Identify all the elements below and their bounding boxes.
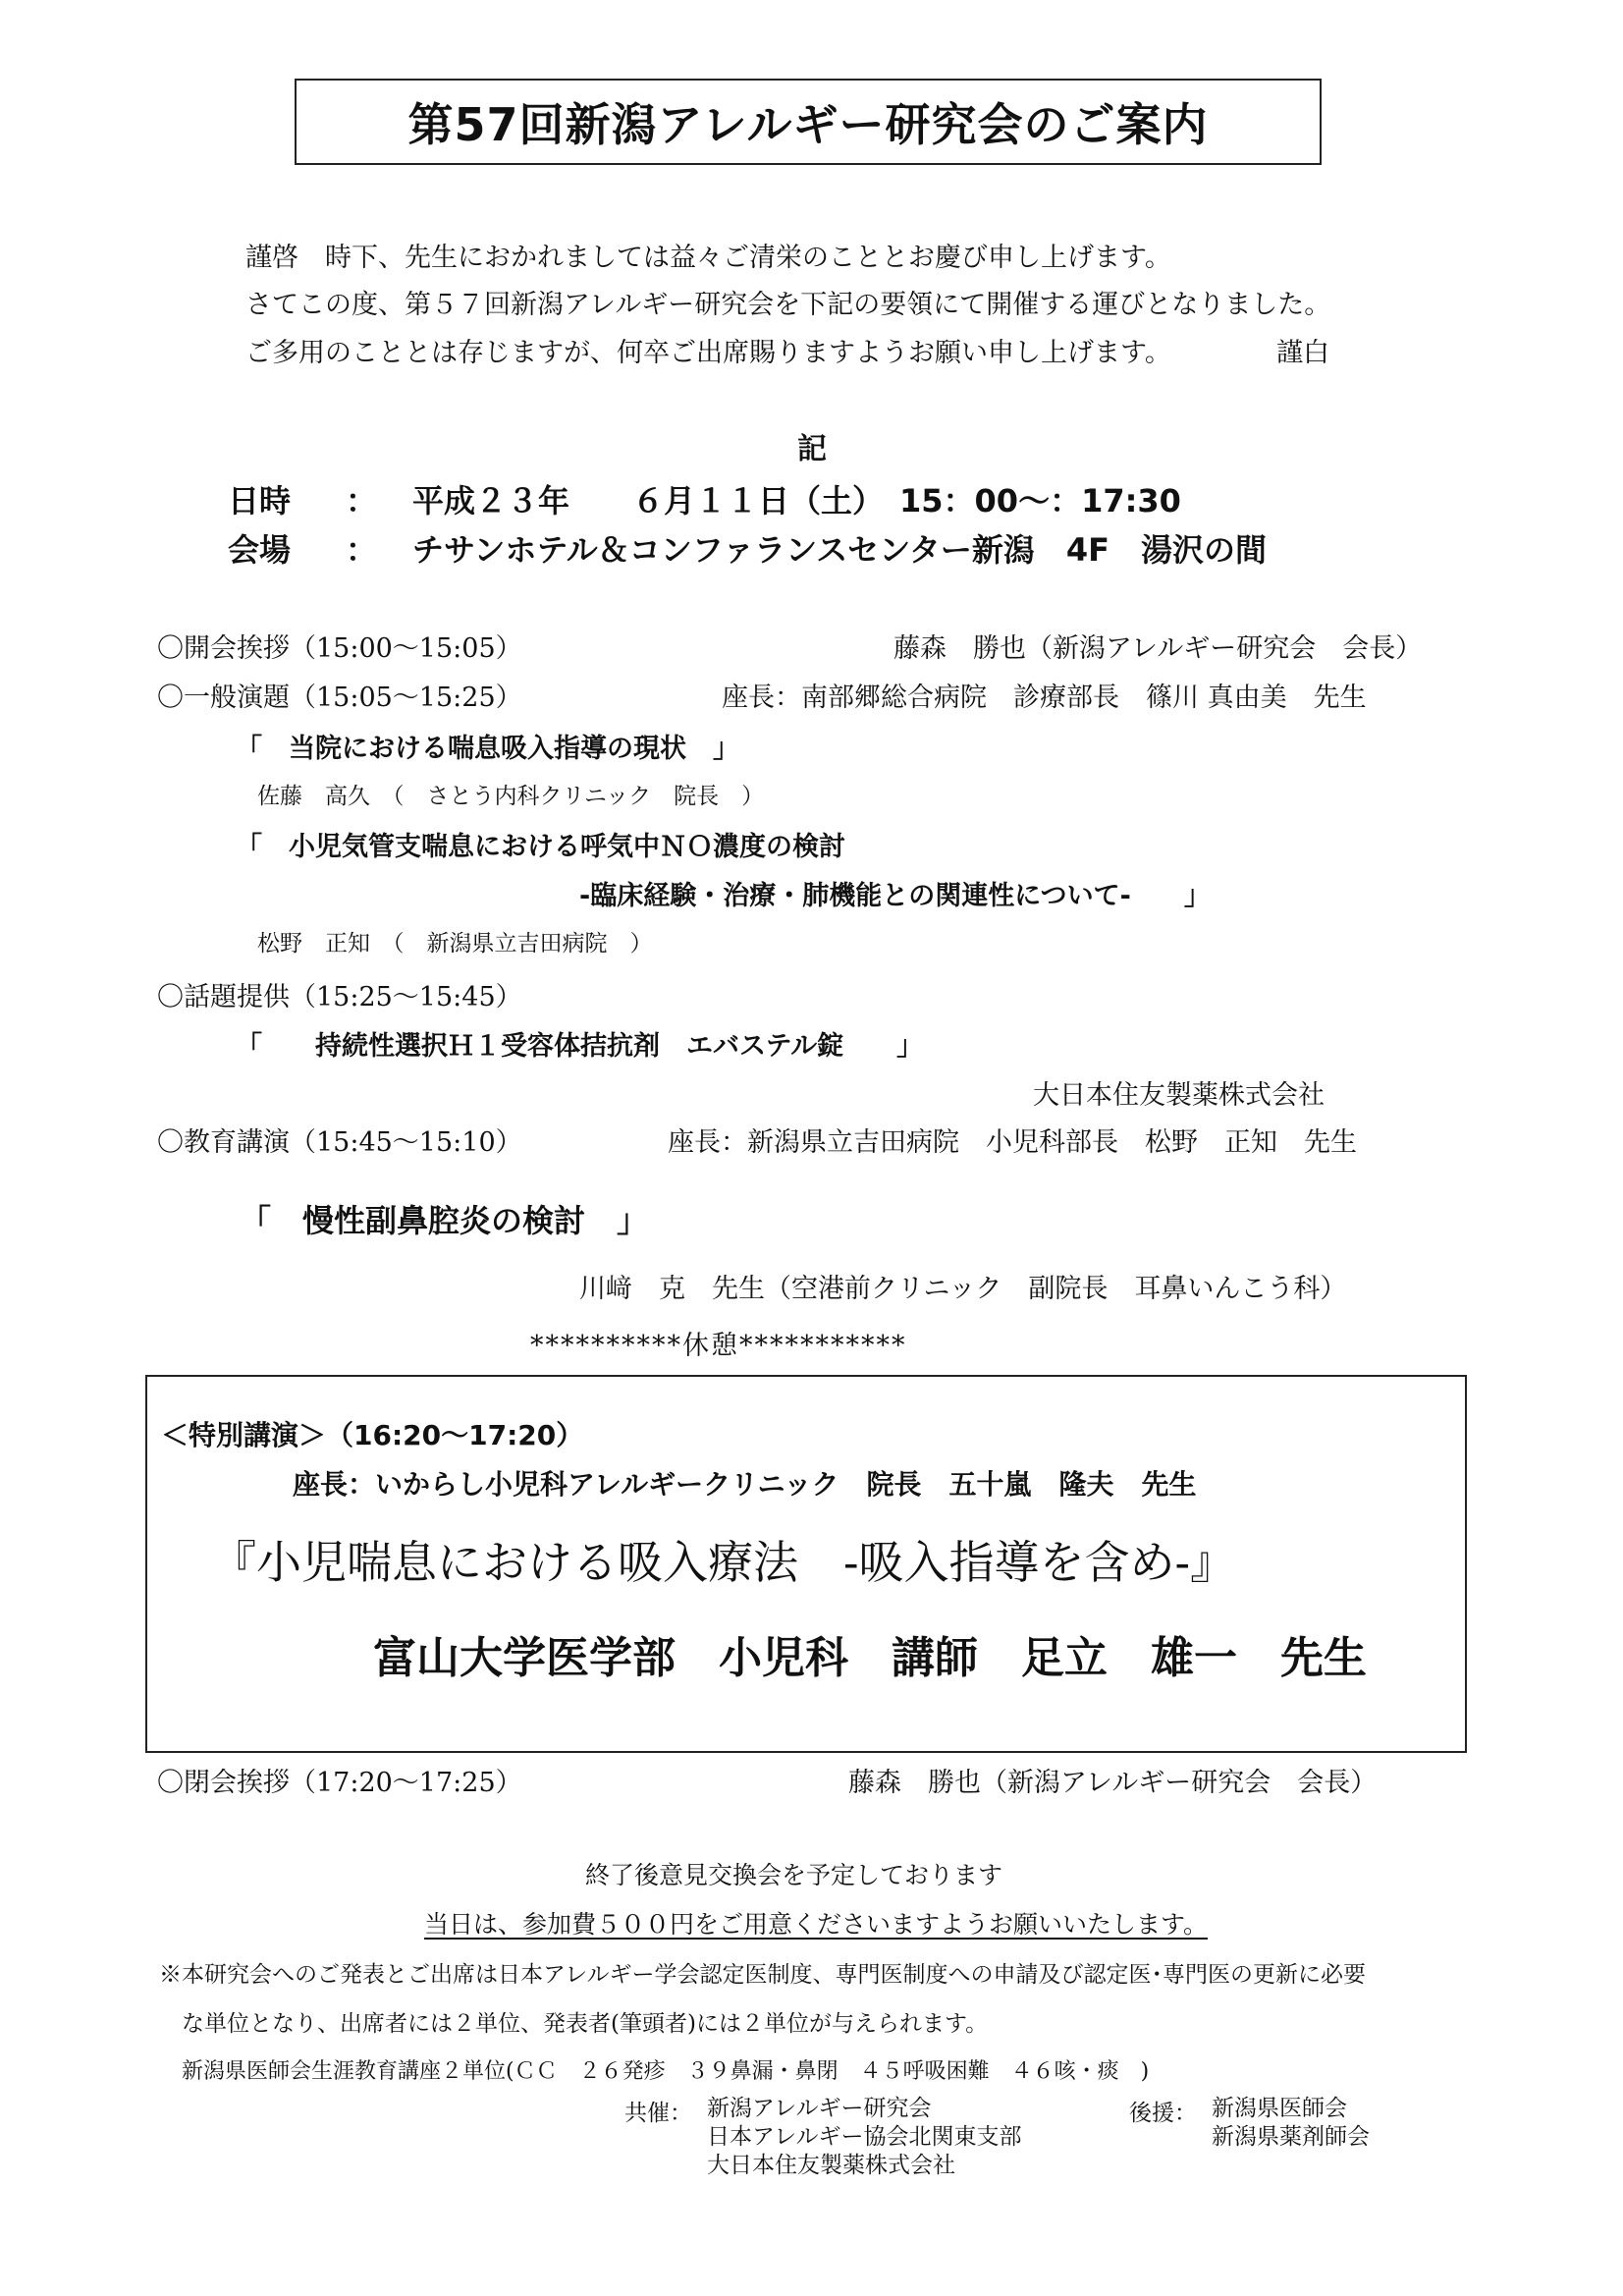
topic-company: 大日本住友製薬株式会社 bbox=[1033, 1080, 1325, 1111]
education-lecture: 「 慢性副鼻腔炎の検討 」 bbox=[240, 1202, 649, 1239]
venue-colon: ： bbox=[346, 531, 378, 569]
opening-title: 〇開会挨拶（15:00～15:05） bbox=[157, 633, 522, 664]
kyosai-item: 大日本住友製薬株式会社 bbox=[707, 2153, 955, 2178]
exchange-note: 終了後意見交換会を予定しております bbox=[585, 1861, 1003, 1889]
fee-note: 当日は、参加費５００円をご用意くださいますようお願いいたします。 bbox=[424, 1910, 1209, 1939]
page-title: 第57回新潟アレルギー研究会のご案内 bbox=[407, 98, 1209, 151]
greeting-closing: 謹白 bbox=[1276, 338, 1329, 368]
special-title: ＜特別講演＞（16:20～17:20） bbox=[161, 1419, 584, 1451]
special-lecture-title: 『小児喘息における吸入療法 -吸入指導を含め-』 bbox=[211, 1536, 1236, 1589]
kyosai-label: 共催： bbox=[624, 2101, 692, 2126]
kyosai-item: 日本アレルギー協会北関東支部 bbox=[707, 2124, 1022, 2150]
closing-person: 藤森 勝也（新潟アレルギー研究会 会長） bbox=[848, 1768, 1378, 1798]
greeting-line-3: ご多用のこととは存じますが、何卒ご出席賜りますようお願い申し上げます。 bbox=[245, 338, 1171, 368]
talk2-subtitle: -臨床経験・治療・肺機能との関連性について- 」 bbox=[579, 881, 1211, 911]
medical-note: 新潟県医師会生涯教育講座２単位(ＣＣ ２６発疹 ３９鼻漏・鼻閉 ４５呼吸困難 ４６咳・痰 ) bbox=[182, 2059, 1150, 2084]
koen-list bbox=[1212, 2095, 1370, 2152]
education-speaker: 川﨑 克 先生（空港前クリニック 副院長 耳鼻いんこう科） bbox=[579, 1274, 1347, 1304]
general-chair: 座長：南部郷総合病院 診療部長 篠川 真由美 先生 bbox=[722, 683, 1367, 713]
venue-label: 会場 bbox=[228, 531, 292, 569]
venue-value: チサンホテル＆コンファランスセンター新潟 4F 湯沢の間 bbox=[412, 531, 1268, 569]
general-title: 〇一般演題（15:05～15:25） bbox=[157, 683, 522, 713]
datetime-colon: ： bbox=[346, 482, 378, 519]
topic-name: 「 持続性選択Ｈ１受容体拮抗剤 エバステル錠 」 bbox=[236, 1031, 924, 1062]
closing-title: 〇閉会挨拶（17:20～17:25） bbox=[157, 1768, 522, 1798]
title-box bbox=[295, 79, 1322, 165]
koen-item: 新潟県医師会 bbox=[1212, 2096, 1347, 2121]
talk2-title: 「 小児気管支喘息における呼気中ＮＯ濃度の検討 bbox=[236, 832, 845, 862]
koen-item: 新潟県薬剤師会 bbox=[1212, 2124, 1370, 2150]
datetime-value: 平成２３年 ６月１１日（土） 15：00～：17:30 bbox=[412, 482, 1181, 519]
credit-note-2: な単位となり、出席者には２単位、発表者(筆頭者)には２単位が与えられます。 bbox=[182, 2011, 989, 2037]
opening-person: 藤森 勝也（新潟アレルギー研究会 会長） bbox=[893, 633, 1423, 664]
education-chair: 座長：新潟県立吉田病院 小児科部長 松野 正知 先生 bbox=[668, 1127, 1357, 1158]
koen-label: 後援： bbox=[1129, 2101, 1197, 2126]
special-speaker: 富山大学医学部 小児科 講師 足立 雄一 先生 bbox=[373, 1633, 1367, 1683]
ki-heading: 記 bbox=[797, 432, 827, 466]
kyosai-item: 新潟アレルギー研究会 bbox=[707, 2096, 932, 2121]
talk1-speaker: 佐藤 高久 （ さとう内科クリニック 院長 ） bbox=[257, 784, 765, 809]
break-line: **********休憩*********** bbox=[530, 1331, 907, 1361]
greeting-line-2: さてこの度、第５７回新潟アレルギー研究会を下記の要領にて開催する運びとなりました。 bbox=[245, 290, 1331, 320]
special-chair: 座長：いからし小児科アレルギークリニック 院長 五十嵐 隆夫 先生 bbox=[293, 1468, 1197, 1501]
kyosai-list bbox=[707, 2095, 1022, 2180]
datetime-label: 日時 bbox=[228, 482, 292, 519]
talk2-speaker: 松野 正知 （ 新潟県立吉田病院 ） bbox=[257, 931, 653, 957]
credit-note-1: ※本研究会へのご発表とご出席は日本アレルギー学会認定医制度、専門医制度への申請及び認定医･専門医の更新に必要 bbox=[159, 1962, 1367, 1988]
education-title: 〇教育講演（15:45～15:10） bbox=[157, 1127, 522, 1158]
greeting-line-1: 謹啓 時下、先生におかれましては益々ご清栄のこととお慶び申し上げます。 bbox=[245, 243, 1171, 273]
talk1-title: 「 当院における喘息吸入指導の現状 」 bbox=[236, 734, 739, 764]
topic-title: 〇話題提供（15:25～15:45） bbox=[157, 982, 522, 1012]
